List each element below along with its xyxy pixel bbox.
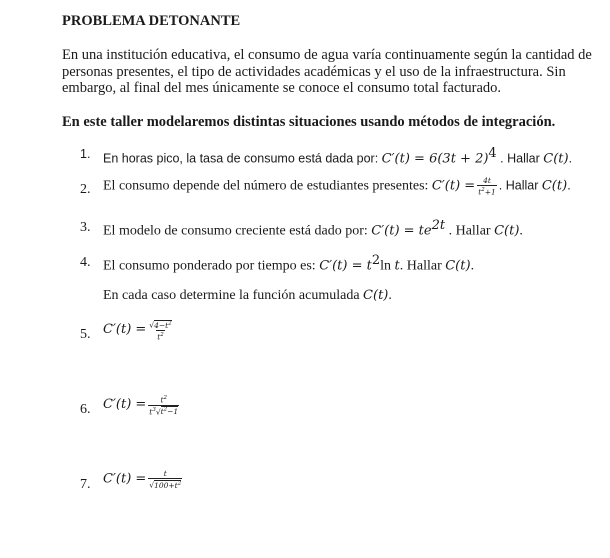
denom-tail: +1 [484, 187, 496, 197]
exponent: 2 [168, 320, 172, 326]
fraction [148, 394, 179, 416]
radicand-text: t [160, 407, 164, 416]
list-item-3 [103, 218, 523, 240]
exponent: 2 [163, 395, 167, 401]
exponent: 4 [488, 146, 497, 161]
formula: C′(t) = t [319, 258, 372, 274]
sqrt-icon: √ [155, 407, 161, 416]
item-text: . Hallar [498, 178, 542, 193]
list-item-4 [103, 253, 474, 275]
exponent: 2 [163, 406, 168, 413]
formula-lhs: C′(t) = [103, 397, 147, 413]
formula: C(t) [363, 288, 389, 303]
fraction [477, 176, 497, 197]
denom-var: t [149, 407, 153, 416]
list-item-1 [103, 146, 572, 168]
item-number: 5. [80, 327, 91, 342]
radicand [154, 320, 172, 330]
formula: C(t) [543, 151, 569, 167]
formula-lhs: C′(t) = [103, 471, 147, 487]
numerator: 4t [483, 176, 491, 185]
variable: t [394, 258, 400, 274]
punct: . [470, 258, 475, 274]
denominator [148, 478, 182, 490]
exponent: 2 [160, 331, 164, 338]
item-number: 2. [80, 182, 91, 197]
denominator [156, 330, 165, 342]
instruction-text: En cada caso determine la función acumulada [103, 288, 364, 303]
item-number: 4. [80, 255, 91, 270]
intro-line: En una institución educativa, el consumo de agua varía continuamente según la cantidad de [62, 47, 592, 63]
punct: . [519, 223, 523, 239]
punct: . [388, 288, 392, 303]
intro-line: embargo, al final del mes únicamente se conoce el consumo total facturado. [62, 80, 502, 96]
item-number: 1. [80, 147, 91, 161]
item-text: . Hallar [496, 151, 544, 166]
exercise-6 [103, 394, 181, 416]
formula: C(t) [445, 258, 471, 274]
item-text: El consumo ponderado por tiempo es: [103, 258, 320, 274]
radicand-text: 4−t [154, 320, 169, 330]
item-text: El modelo de consumo creciente está dado por: [103, 223, 372, 239]
radicand-tail: −1 [167, 407, 179, 416]
intro-line: personas presentes, el tipo de actividades académicas y el uso de la infraestructura. Sin [62, 63, 566, 80]
item-text: . Hallar [445, 223, 495, 239]
denominator [148, 405, 179, 417]
denom-var: t [478, 187, 482, 197]
sqrt-icon: √ [149, 320, 155, 330]
radicand [161, 406, 179, 416]
formula: C′(t) = te [371, 223, 432, 239]
formula: C′(t) = [431, 178, 476, 194]
workshop-statement: En este taller modelaremos distintas situaciones usando métodos de integración. [62, 114, 556, 130]
item-text: En horas pico, la tasa de consumo está dada por: [103, 151, 382, 166]
formula: C(t) [494, 223, 520, 239]
punct: . [567, 178, 571, 193]
sqrt-icon: √ [149, 480, 155, 490]
fraction [148, 469, 182, 490]
item-number: 7. [80, 477, 91, 492]
denom-var: t [157, 332, 161, 341]
intro-paragraph [62, 47, 592, 97]
exercise-5 [103, 319, 175, 341]
instruction [103, 288, 392, 304]
formula: C(t) [541, 178, 568, 194]
exponent: 2 [177, 480, 182, 486]
denominator [477, 185, 497, 197]
exponent: 3 [152, 406, 156, 413]
item-text: . Hallar [399, 258, 446, 274]
exponent: 2 [481, 187, 485, 193]
punct: . [568, 151, 573, 166]
list-item-2 [103, 176, 571, 197]
radicand [154, 480, 181, 490]
fraction [148, 319, 172, 341]
radicand-text: 100+t [154, 480, 178, 490]
item-number: 3. [80, 220, 91, 235]
section-title: PROBLEMA DETONANTE [62, 13, 241, 29]
formula-lhs: C′(t) = [103, 322, 147, 338]
numerator [159, 394, 168, 405]
exponent: 2 [371, 253, 381, 268]
exponent: 2t [431, 218, 446, 233]
exercise-7 [103, 469, 184, 490]
ln-function: ln [380, 258, 395, 274]
numerator [148, 319, 172, 330]
item-text: El consumo depende del número de estudiantes presentes: [103, 178, 432, 194]
formula: C′(t) = 6(3t + 2) [381, 151, 489, 167]
numer-var: t [160, 395, 164, 405]
item-number: 6. [80, 402, 91, 417]
numerator: t [163, 469, 167, 478]
